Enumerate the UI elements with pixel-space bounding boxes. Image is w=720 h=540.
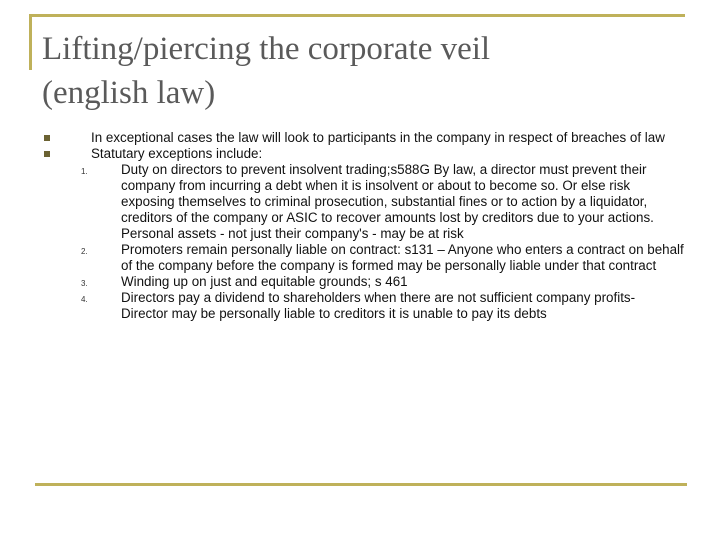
- item-number: 3.: [81, 279, 88, 288]
- left-accent-bar: [29, 14, 32, 70]
- bottom-divider: [35, 483, 687, 486]
- item-number: 4.: [81, 295, 88, 304]
- item-number: 1.: [81, 167, 88, 176]
- bullet-text: In exceptional cases the law will look to participants in the company in respect of breaches of law: [91, 130, 665, 145]
- numbered-item: [44, 162, 684, 242]
- bullet-item: [44, 130, 684, 146]
- top-divider: [29, 14, 685, 17]
- square-bullet-icon: [44, 135, 50, 141]
- square-bullet-icon: [44, 151, 50, 157]
- numbered-text: Promoters remain personally liable on contract: s131 – Anyone who enters a contract on behalf of the company before the company is formed may be personally liable under that contract: [121, 242, 684, 273]
- numbered-item: [44, 290, 684, 322]
- slide-body: [44, 130, 684, 322]
- numbered-item: [44, 274, 684, 290]
- bullet-text: Statutary exceptions include:: [91, 146, 263, 161]
- numbered-text: Directors pay a dividend to shareholders when there are not sufficient company profits- Director may be personally liable to creditors it is unable to pay its debts: [121, 290, 636, 321]
- item-number: 2.: [81, 247, 88, 256]
- numbered-text: Winding up on just and equitable grounds; s 461: [121, 274, 408, 289]
- numbered-text: Duty on directors to prevent insolvent trading;s588G By law, a director must prevent their company from incurring a debt when it is insolvent or about to become so. Or else risk exposing themselves to criminal prosecution, substantial fines or to action by a liquidator, creditors of the company or ASIC to recover amounts lost by creditors due to your actions. Personal assets - not just their company's - may be at risk: [121, 162, 654, 241]
- slide-title-line-2: (english law): [42, 75, 216, 111]
- numbered-item: [44, 242, 684, 274]
- bullet-item: [44, 146, 684, 162]
- slide-title: [42, 27, 682, 115]
- slide-title-line-1: Lifting/piercing the corporate veil: [42, 31, 491, 67]
